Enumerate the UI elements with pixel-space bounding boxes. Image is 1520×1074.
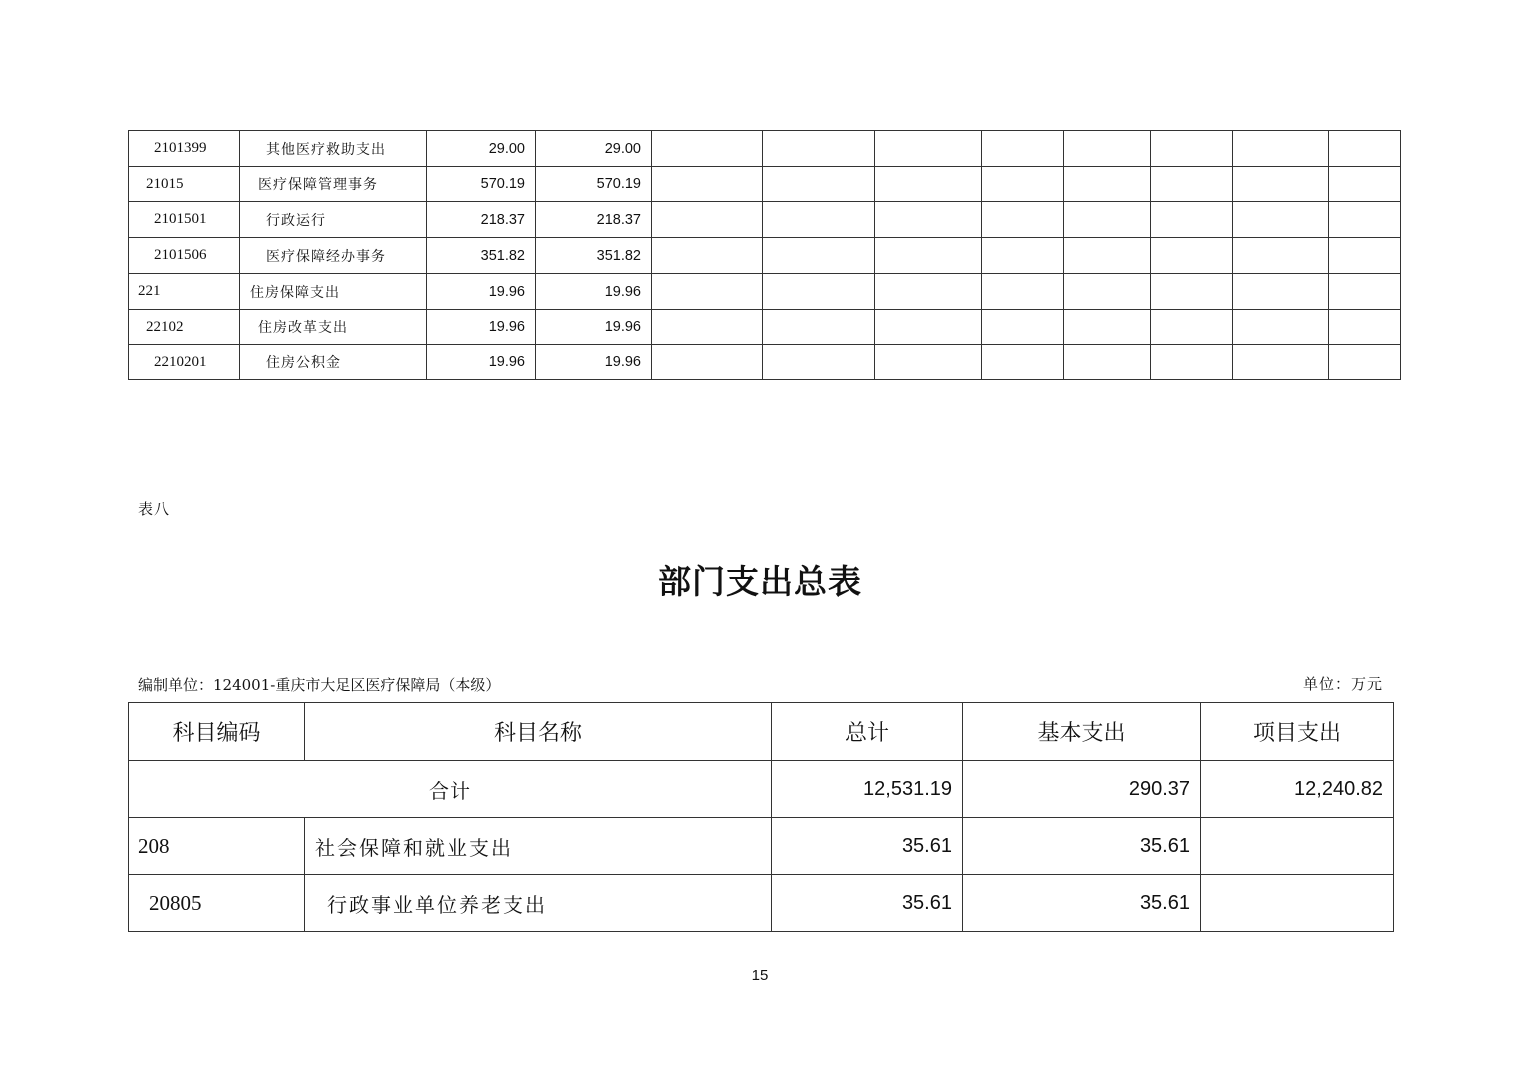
basic-value: 19.96 — [536, 345, 652, 380]
total-row — [129, 761, 1394, 818]
empty-cell — [652, 131, 763, 167]
compiling-unit-label: 编制单位：124001-重庆市大足区医疗保障局（本级） — [138, 676, 501, 694]
table-row — [129, 274, 1401, 310]
total-value: 351.82 — [427, 238, 536, 274]
subject-code: 2210201 — [129, 345, 240, 380]
empty-cell — [875, 238, 982, 274]
empty-cell — [875, 131, 982, 167]
total-value: 35.61 — [772, 875, 963, 932]
subject-code: 21015 — [129, 167, 240, 202]
basic-value: 35.61 — [963, 875, 1201, 932]
total-value: 19.96 — [427, 345, 536, 380]
header-total: 总计 — [772, 703, 963, 761]
empty-cell — [1064, 310, 1151, 345]
table-row — [129, 310, 1401, 345]
continuation-table — [128, 130, 1401, 380]
empty-cell — [763, 131, 875, 167]
project-value — [1201, 875, 1394, 932]
subject-code: 22102 — [129, 310, 240, 345]
empty-cell — [982, 238, 1064, 274]
empty-cell — [1151, 238, 1233, 274]
table-row — [129, 345, 1401, 380]
page-title: 部门支出总表 — [658, 562, 862, 601]
table-row — [129, 818, 1394, 875]
basic-value: 35.61 — [963, 818, 1201, 875]
empty-cell — [763, 167, 875, 202]
page-number: 15 — [751, 967, 769, 984]
empty-cell — [875, 167, 982, 202]
empty-cell — [763, 274, 875, 310]
empty-cell — [1151, 345, 1233, 380]
subject-code: 2101501 — [129, 202, 240, 238]
subject-name: 行政事业单位养老支出 — [305, 875, 772, 932]
total-value: 570.19 — [427, 167, 536, 202]
empty-cell — [652, 238, 763, 274]
subject-name: 医疗保障管理事务 — [240, 167, 427, 202]
empty-cell — [1329, 310, 1401, 345]
empty-cell — [1329, 202, 1401, 238]
subject-name: 社会保障和就业支出 — [305, 818, 772, 875]
empty-cell — [1064, 274, 1151, 310]
total-value: 35.61 — [772, 818, 963, 875]
subject-name: 医疗保障经办事务 — [240, 238, 427, 274]
subject-name: 住房保障支出 — [240, 274, 427, 310]
header-project: 项目支出 — [1201, 703, 1394, 761]
empty-cell — [1151, 274, 1233, 310]
empty-cell — [763, 310, 875, 345]
table-row — [129, 238, 1401, 274]
empty-cell — [1233, 131, 1329, 167]
table-row — [129, 167, 1401, 202]
basic-value: 19.96 — [536, 274, 652, 310]
empty-cell — [1233, 238, 1329, 274]
subject-name: 其他医疗救助支出 — [240, 131, 427, 167]
empty-cell — [982, 310, 1064, 345]
table-header-row — [129, 703, 1394, 761]
empty-cell — [875, 310, 982, 345]
empty-cell — [1329, 167, 1401, 202]
subject-name: 住房改革支出 — [240, 310, 427, 345]
empty-cell — [1151, 202, 1233, 238]
table-row — [129, 202, 1401, 238]
empty-cell — [875, 202, 982, 238]
header-basic: 基本支出 — [963, 703, 1201, 761]
total-value: 19.96 — [427, 274, 536, 310]
empty-cell — [652, 202, 763, 238]
table-row — [129, 875, 1394, 932]
empty-cell — [875, 345, 982, 380]
basic-value: 570.19 — [536, 167, 652, 202]
empty-cell — [1064, 238, 1151, 274]
table-number-label: 表八 — [138, 500, 171, 518]
empty-cell — [652, 274, 763, 310]
header-name: 科目名称 — [305, 703, 772, 761]
basic-value: 290.37 — [963, 761, 1201, 818]
empty-cell — [763, 345, 875, 380]
expenditure-summary-table — [128, 702, 1394, 932]
table-row — [129, 131, 1401, 167]
empty-cell — [1064, 202, 1151, 238]
basic-value: 351.82 — [536, 238, 652, 274]
total-value: 218.37 — [427, 202, 536, 238]
empty-cell — [1329, 238, 1401, 274]
empty-cell — [1329, 274, 1401, 310]
empty-cell — [1329, 131, 1401, 167]
empty-cell — [763, 238, 875, 274]
empty-cell — [1233, 310, 1329, 345]
empty-cell — [1233, 202, 1329, 238]
empty-cell — [1151, 310, 1233, 345]
header-code: 科目编码 — [129, 703, 305, 761]
empty-cell — [1233, 345, 1329, 380]
total-label: 合计 — [129, 761, 772, 818]
basic-value: 29.00 — [536, 131, 652, 167]
project-value — [1201, 818, 1394, 875]
empty-cell — [1329, 345, 1401, 380]
total-value: 12,531.19 — [772, 761, 963, 818]
total-value: 29.00 — [427, 131, 536, 167]
subject-name: 行政运行 — [240, 202, 427, 238]
unit-label: 单位：万元 — [1302, 675, 1383, 693]
project-value: 12,240.82 — [1201, 761, 1394, 818]
empty-cell — [1064, 131, 1151, 167]
empty-cell — [982, 202, 1064, 238]
empty-cell — [982, 131, 1064, 167]
empty-cell — [1233, 167, 1329, 202]
subject-name: 住房公积金 — [240, 345, 427, 380]
basic-value: 218.37 — [536, 202, 652, 238]
subject-code: 221 — [129, 274, 240, 310]
empty-cell — [652, 345, 763, 380]
empty-cell — [1064, 345, 1151, 380]
empty-cell — [1064, 167, 1151, 202]
empty-cell — [1151, 131, 1233, 167]
subject-code: 20805 — [129, 875, 305, 932]
empty-cell — [763, 202, 875, 238]
empty-cell — [982, 274, 1064, 310]
empty-cell — [652, 167, 763, 202]
empty-cell — [1233, 274, 1329, 310]
empty-cell — [875, 274, 982, 310]
empty-cell — [652, 310, 763, 345]
subject-code: 2101399 — [129, 131, 240, 167]
subject-code: 208 — [129, 818, 305, 875]
empty-cell — [1151, 167, 1233, 202]
empty-cell — [982, 345, 1064, 380]
empty-cell — [982, 167, 1064, 202]
basic-value: 19.96 — [536, 310, 652, 345]
total-value: 19.96 — [427, 310, 536, 345]
subject-code: 2101506 — [129, 238, 240, 274]
